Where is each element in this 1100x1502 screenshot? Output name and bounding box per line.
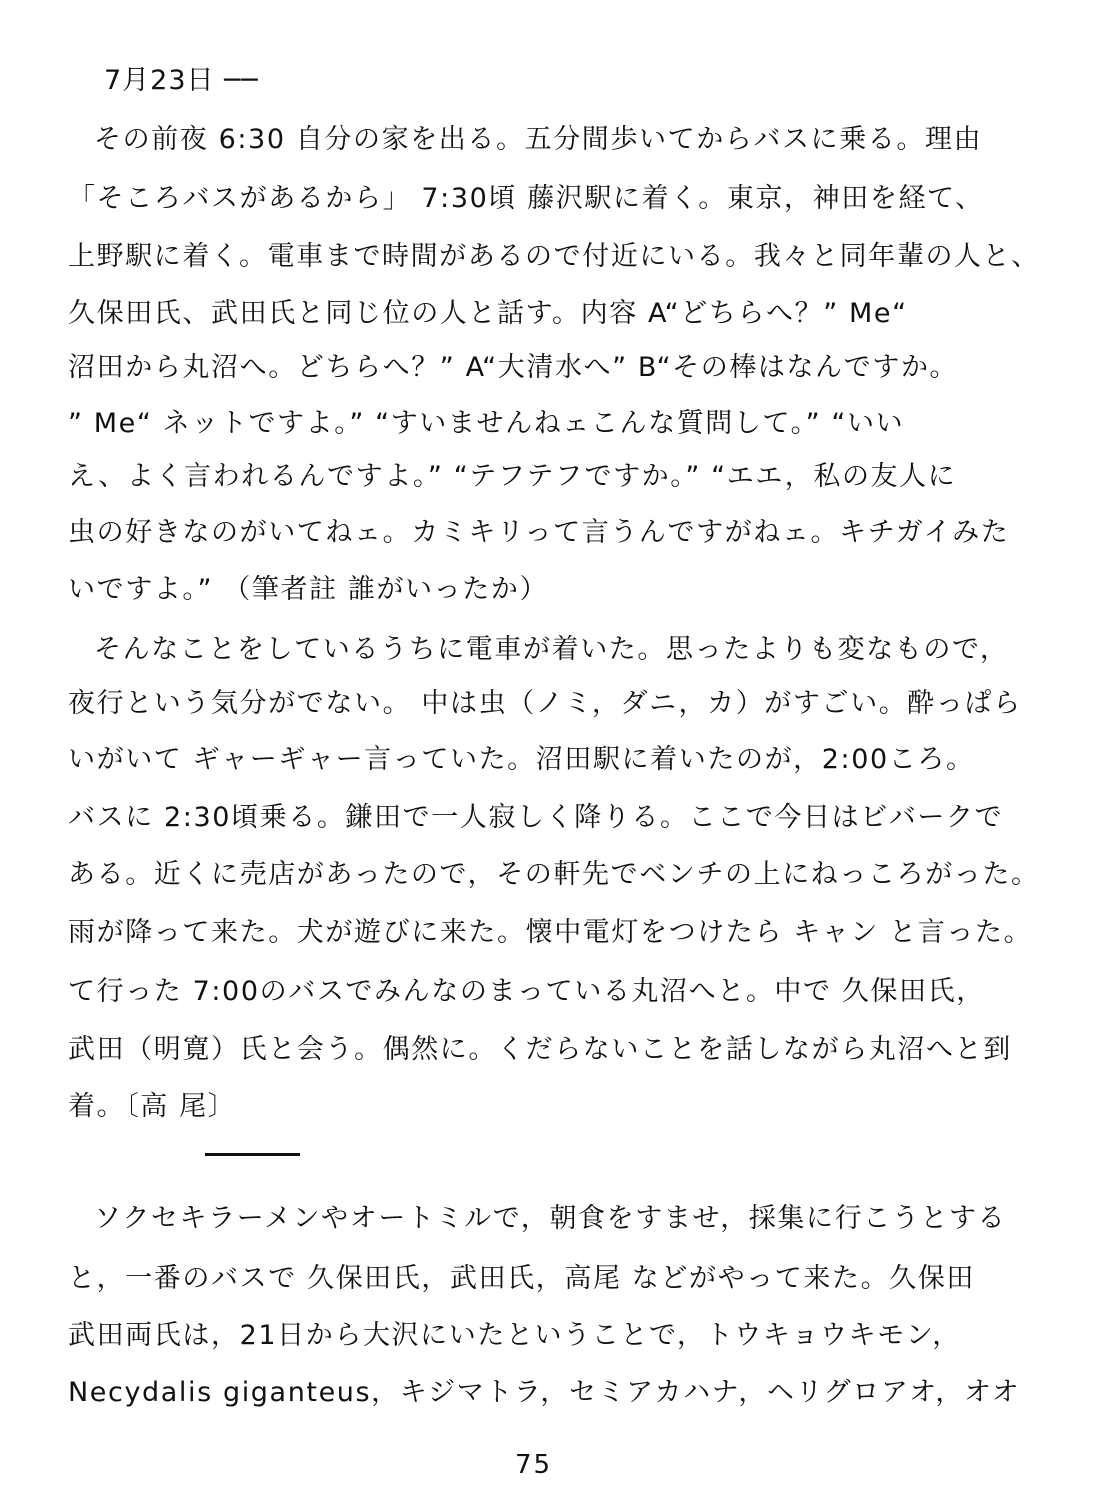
text-line: 久保田氏、武田氏と同じ位の人と話す。内容 A“どちらへ？” Me“ [68,298,908,329]
text-line: 虫の好きなのがいてねェ。カミキリって言うんですがねェ。キチガイみた [68,517,1010,548]
text-line: いですよ。” （筆者註 誰がいったか） [68,574,549,605]
date-heading: 7月23日 ── [104,65,259,96]
text-line: 夜行という気分がでない。 中は虫（ノミ，ダニ，カ）がすごい。酔っぱら [68,688,1022,719]
text-line: と，一番のバスで 久保田氏，武田氏，高尾 などがやって来た。久保田 [68,1263,975,1294]
text-line: 着。〔高 尾〕 [68,1091,237,1122]
text-line: 上野駅に着く。電車まで時間があるので付近にいる。我々と同年輩の人と、 [68,241,1040,272]
text-line: ” Me“ ネットですよ。” “すいませんねェこんな質問して。” “いい [68,408,905,439]
text-line: 「そころバスがあるから」 7:30頃 藤沢駅に着く。東京，神田を経て、 [68,183,984,214]
text-line: その前夜 6:30 自分の家を出る。五分間歩いてからバスに乗る。理由 [94,124,983,155]
text-line: て行った 7:00のバスでみんなのまっている丸沼へと。中で 久保田氏， [68,976,985,1007]
text-line: Necydalis giganteus，キジマトラ，セミアカハナ，ヘリグロアオ，オオ [68,1377,1021,1408]
text-line: いがいて ギャーギャー言っていた。沼田駅に着いたのが，2:00ころ。 [68,744,975,775]
page-number: 75 [515,1450,553,1480]
text-line: 武田両氏は，21日から大沢にいたということで，トウキョウキモン， [68,1320,961,1351]
text-line: 武田（明寛）氏と会う。偶然に。くだらないことを話しながら丸沼へと到 [68,1034,1012,1065]
text-line: ソクセキラーメンやオートミルで，朝食をすませ，採集に行こうとする [94,1203,1007,1234]
text-line: 雨が降って来た。犬が遊びに来た。懐中電灯をつけたら キャン と言った。 [68,917,1033,948]
section-divider [205,1153,300,1156]
text-line: え、よく言われるんですよ。” “テフテフですか。” “エエ，私の友人に [68,461,957,492]
text-line: ある。近くに売店があったので，その軒先でベンチの上にねっころがった。 [68,859,1040,890]
text-line: バスに 2:30頃乗る。鎌田で一人寂しく降りる。ここで今日はビバークで [68,802,1004,833]
text-line: 沼田から丸沼へ。どちらへ？” A“大清水へ” B“その棒はなんですか。 [68,352,959,383]
text-line: そんなことをしているうちに電車が着いた。思ったよりも変なもので， [94,634,1009,665]
